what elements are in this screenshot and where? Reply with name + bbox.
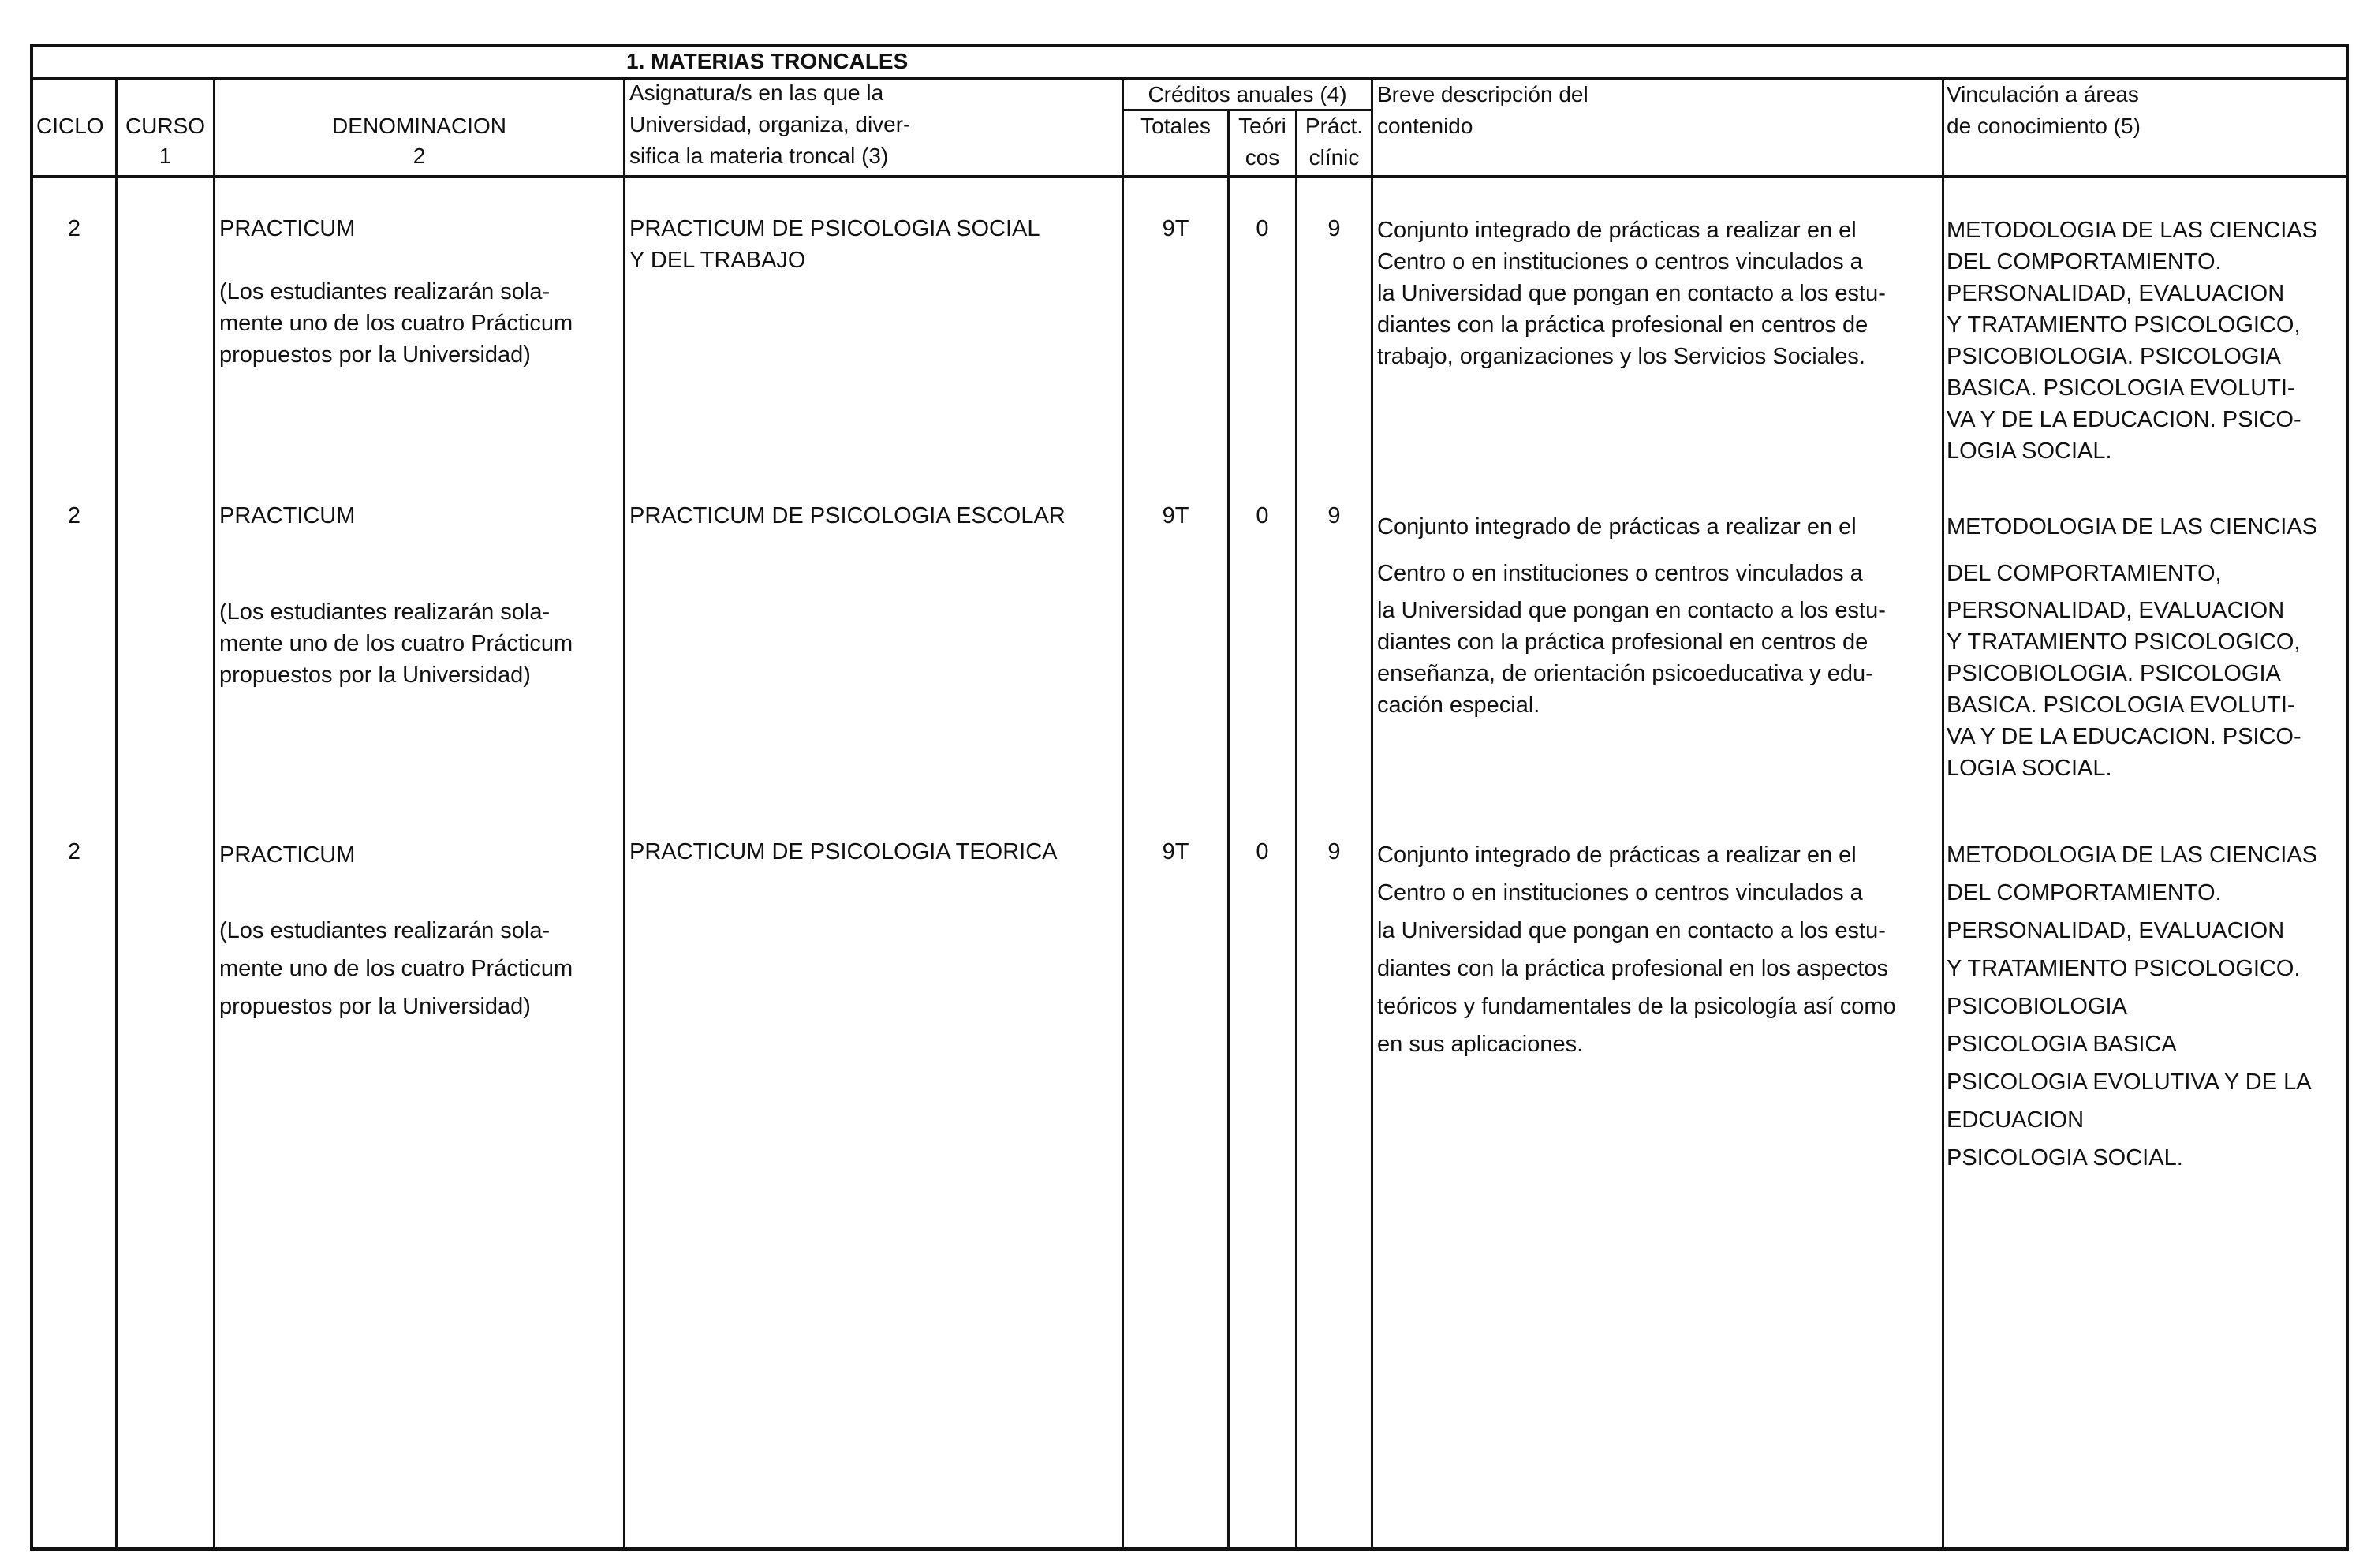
row1-descripcion: Conjunto integrado de prácticas a realizar en el Centro o en instituciones o centros vinculados a la Universidad que pongan en contacto a los estu- diantes con la práctica profesional en centros de trabajo, organizaciones y los Servicios Sociales. [1377, 218, 1886, 369]
row1-denominacion: PRACTICUM (Los estudiantes realizarán sola- mente uno de los cuatro Prácticum propuestos por la Universidad) [219, 216, 573, 368]
col-divider [623, 79, 625, 1551]
col-divider [1122, 79, 1124, 1551]
row3-vinculacion: METODOLOGIA DE LAS CIENCIAS DEL COMPORTAMIENTO. PERSONALIDAD, EVALUACION Y TRATAMIENTO PSICOLOGICO. PSICOBIOLOGIA PSICOLOGIA BASICA PSICOLOGIA EVOLUTIVA Y DE LA EDCUACION PSICOLOGIA SOCIAL. [1947, 842, 2318, 1170]
header-ciclo: CICLO [36, 114, 104, 138]
header-vinculacion: Vinculación a áreas de conocimiento (5) [1947, 82, 2141, 138]
row1-vinculacion: METODOLOGIA DE LAS CIENCIAS DEL COMPORTAMIENTO. PERSONALIDAD, EVALUACION Y TRATAMIENTO PSICOLOGICO, PSICOBIOLOGIA. PSICOLOGIA BASICA. PSICOLOGIA EVOLUTI- VA Y DE LA EDUCACION. PSICO- LOGIA SOCIAL. [1947, 218, 2318, 464]
row1-asignatura: PRACTICUM DE PSICOLOGIA SOCIAL Y DEL TRABAJO [629, 216, 1040, 273]
header-descripcion: Breve descripción del contenido [1377, 82, 1588, 138]
row3-teoricos: 0 [1256, 839, 1269, 864]
section-title: 1. MATERIAS TRONCALES [626, 49, 909, 73]
row3-ciclo: 2 [67, 839, 81, 864]
header-asignatura: Asignatura/s en las que la Universidad, organiza, diver- sifica la materia troncal (3) [629, 80, 911, 168]
col-divider [1295, 109, 1297, 1551]
col-divider [1227, 109, 1230, 1551]
row3-totales: 9T [1162, 839, 1189, 864]
header-curso-number: 1 [159, 144, 172, 168]
row1-teoricos: 0 [1256, 216, 1269, 241]
col-divider [1371, 79, 1373, 1551]
row2-descripcion: Conjunto integrado de prácticas a realizar en el Centro o en instituciones o centros vinculados a la Universidad que pongan en contacto a los estu- diantes con la práctica profesional en centros de enseñanza, de orientación psicoeducativa y edu- cación especial. [1377, 514, 1886, 718]
header-denominacion-number: 2 [413, 144, 426, 168]
row2-practicos: 9 [1327, 503, 1341, 528]
row1-totales: 9T [1162, 216, 1189, 241]
row3-asignatura: PRACTICUM DE PSICOLOGIA TEORICA [629, 839, 1058, 864]
row2-totales: 9T [1162, 503, 1189, 528]
header-creditos: Créditos anuales (4) [1148, 82, 1347, 106]
header-teoricos: Teóri cos [1238, 114, 1286, 170]
row2-teoricos: 0 [1256, 503, 1269, 528]
row2-asignatura: PRACTICUM DE PSICOLOGIA ESCOLAR [629, 503, 1066, 528]
col-divider [1942, 79, 1944, 1551]
materias-table [30, 44, 2349, 1551]
col-divider [213, 79, 215, 1551]
header-practicos: Práct. clínic [1305, 114, 1364, 170]
header-curso: CURSO [125, 114, 206, 138]
header-totales: Totales [1140, 114, 1211, 138]
row1-ciclo: 2 [67, 216, 81, 241]
header-denominacion: DENOMINACION [332, 114, 506, 138]
row3-practicos: 9 [1327, 839, 1341, 864]
row2-ciclo: 2 [67, 503, 81, 528]
row3-descripcion: Conjunto integrado de prácticas a realizar en el Centro o en instituciones o centros vinculados a la Universidad que pongan en contacto a los estu- diantes con la práctica profesional en los aspectos teóricos y fundamentales de la psicología así como en sus aplicaciones. [1377, 842, 1896, 1057]
row1-practicos: 9 [1327, 216, 1341, 241]
col-divider [115, 79, 118, 1551]
row3-denominacion: PRACTICUM (Los estudiantes realizarán sola- mente uno de los cuatro Prácticum propuestos por la Universidad) [219, 842, 573, 1019]
header-bottom-rule [33, 175, 2346, 178]
row2-vinculacion: METODOLOGIA DE LAS CIENCIAS DEL COMPORTAMIENTO, PERSONALIDAD, EVALUACION Y TRATAMIENTO PSICOLOGICO, PSICOBIOLOGIA. PSICOLOGIA BASICA. PSICOLOGIA EVOLUTI- VA Y DE LA EDUCACION. PSICO- LOGIA SOCIAL. [1947, 514, 2318, 781]
row2-denominacion: PRACTICUM (Los estudiantes realizarán sola- mente uno de los cuatro Prácticum propuestos por la Universidad) [219, 503, 573, 688]
